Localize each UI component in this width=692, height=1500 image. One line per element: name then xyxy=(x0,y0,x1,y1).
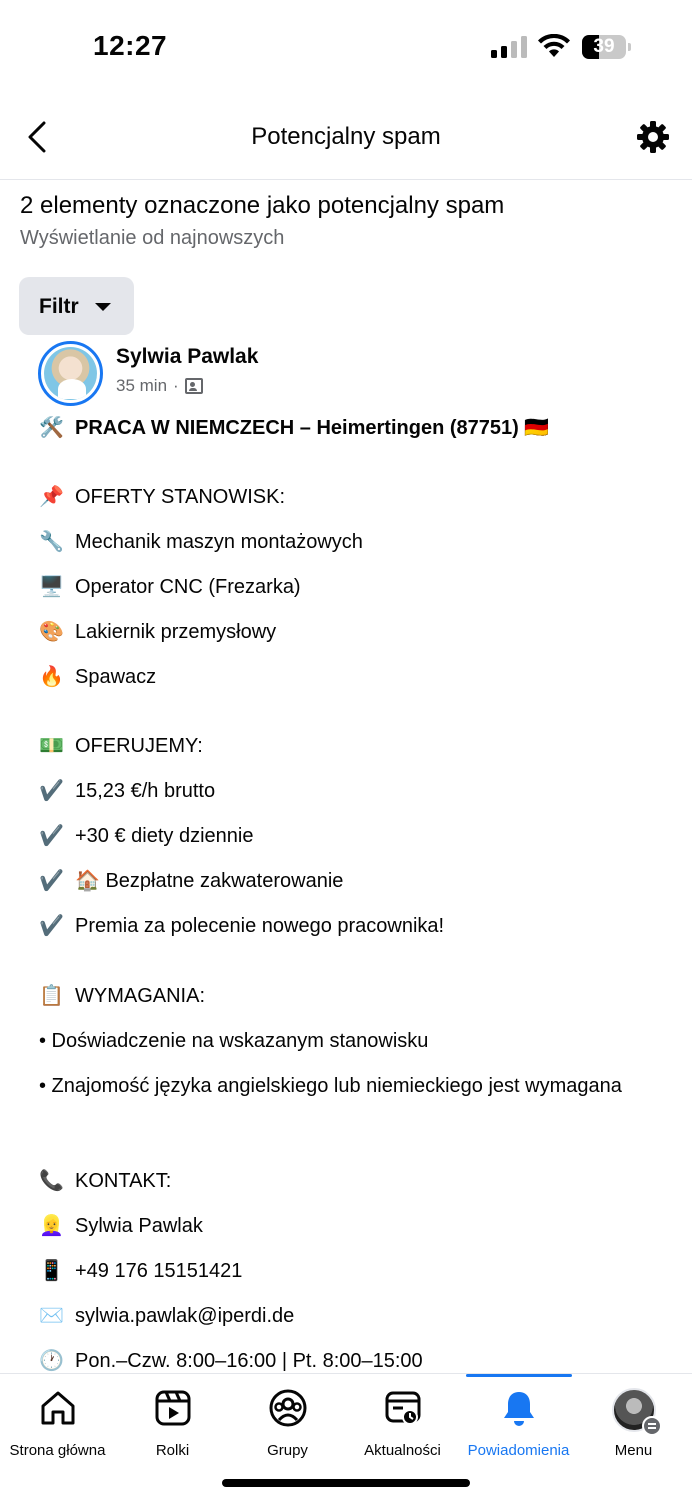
post-line xyxy=(39,779,215,804)
post-line-text: 🏠 Bezpłatne zakwaterowanie xyxy=(75,870,344,892)
emoji-icon: 🖥️ xyxy=(39,576,64,598)
emoji-icon: 🛠️ xyxy=(39,417,64,439)
emoji-icon: ✔️ xyxy=(39,870,64,892)
status-bar xyxy=(0,0,692,95)
home-icon xyxy=(38,1388,78,1428)
post-line-text: +49 176 15151421 xyxy=(75,1260,243,1282)
emoji-icon: 🔥 xyxy=(39,666,64,688)
emoji-icon: 📞 xyxy=(39,1170,64,1192)
filter-label: Filtr xyxy=(39,295,79,318)
post-line-text: OFERUJEMY: xyxy=(75,735,203,757)
post-line-text: PRACA W NIEMCZECH – Heimertingen (87751) 🇩🇪 xyxy=(75,417,550,439)
bell-icon xyxy=(499,1388,539,1428)
post-line xyxy=(39,485,285,510)
post-line-text: Operator CNC (Frezarka) xyxy=(75,576,301,598)
post-line-text: KONTAKT: xyxy=(75,1170,172,1192)
post-line-text: Sylwia Pawlak xyxy=(75,1215,203,1237)
post-line xyxy=(39,984,205,1009)
tab-groups[interactable] xyxy=(230,1388,345,1468)
navigation-header xyxy=(0,95,692,180)
tab-reels[interactable] xyxy=(115,1388,230,1468)
post-line xyxy=(39,575,301,600)
gear-icon[interactable] xyxy=(636,120,670,154)
groups-icon xyxy=(268,1388,308,1428)
emoji-icon: 📌 xyxy=(39,486,64,508)
post-line xyxy=(39,1029,428,1054)
cellular-signal-icon xyxy=(491,36,527,58)
post-line-text: +30 € diety dziennie xyxy=(75,825,254,847)
spam-count-heading: 2 elementy oznaczone jako potencjalny spam xyxy=(20,192,505,219)
post-line-text: Lakiernik przemysłowy xyxy=(75,621,277,643)
post-line-text: Mechanik maszyn montażowych xyxy=(75,531,363,553)
audience-icon xyxy=(185,378,203,394)
post-line-text: Spawacz xyxy=(75,666,157,688)
filter-button[interactable] xyxy=(19,277,134,335)
sort-order-text: Wyświetlanie od najnowszych xyxy=(20,227,285,249)
post-line xyxy=(39,869,343,894)
post-line-text: • Doświadczenie na wskazanym stanowisku xyxy=(39,1030,429,1052)
emoji-icon: ✉️ xyxy=(39,1305,64,1327)
meta-separator: · xyxy=(173,376,179,395)
post-line xyxy=(39,665,156,690)
post-meta xyxy=(116,376,203,396)
emoji-icon: ✔️ xyxy=(39,825,64,847)
reels-icon xyxy=(153,1388,193,1428)
author-name[interactable]: Sylwia Pawlak xyxy=(116,345,259,368)
tab-label: Aktualności xyxy=(364,1442,441,1459)
emoji-icon: ✔️ xyxy=(39,780,64,802)
emoji-icon: 🕐 xyxy=(39,1350,64,1372)
tab-label: Strona główna xyxy=(9,1442,106,1459)
tab-label: Rolki xyxy=(155,1442,190,1459)
post-line-text: OFERTY STANOWISK: xyxy=(75,486,286,508)
post-line xyxy=(39,620,276,645)
tab-label: Menu xyxy=(614,1442,653,1459)
home-indicator xyxy=(222,1479,470,1487)
post-line xyxy=(39,824,253,849)
tab-label: Powiadomienia xyxy=(467,1442,570,1459)
tab-menu[interactable] xyxy=(576,1388,691,1468)
emoji-icon: 🔧 xyxy=(39,531,64,553)
profile-avatar xyxy=(612,1388,656,1432)
post-line-text: 15,23 €/h brutto xyxy=(75,780,216,802)
caret-down-icon xyxy=(95,303,111,311)
post-line xyxy=(39,1349,423,1374)
post-line xyxy=(39,530,363,555)
feed-icon xyxy=(383,1388,423,1428)
emoji-icon: 💵 xyxy=(39,735,64,757)
post-line xyxy=(39,416,549,441)
post-line-text: Pon.–Czw. 8:00–16:00 | Pt. 8:00–15:00 xyxy=(75,1350,423,1372)
tab-notifications[interactable] xyxy=(461,1388,576,1468)
tab-label: Grupy xyxy=(267,1442,308,1459)
post-line xyxy=(39,914,444,939)
post-line xyxy=(39,1169,171,1194)
battery-percentage: 39 xyxy=(593,36,615,57)
tab-feeds[interactable] xyxy=(345,1388,460,1468)
emoji-icon: 👱‍♀️ xyxy=(39,1215,64,1237)
menu-icon xyxy=(642,1416,662,1436)
tab-home[interactable] xyxy=(0,1388,115,1468)
post-line xyxy=(39,1304,294,1329)
post-line xyxy=(39,1214,203,1239)
emoji-icon: 📱 xyxy=(39,1260,64,1282)
post-line xyxy=(39,1074,639,1099)
author-avatar[interactable] xyxy=(38,341,103,406)
emoji-icon: ✔️ xyxy=(39,915,64,937)
wifi-icon xyxy=(537,34,571,58)
active-tab-indicator xyxy=(466,1374,572,1377)
battery-icon xyxy=(582,35,632,59)
page-title: Potencjalny spam xyxy=(251,123,441,150)
post-line-text: Premia za polecenie nowego pracownika! xyxy=(75,915,445,937)
status-time: 12:27 xyxy=(93,30,168,61)
post-line-text: sylwia.pawlak@iperdi.de xyxy=(75,1305,295,1327)
post-line xyxy=(39,1259,242,1284)
emoji-icon: 📋 xyxy=(39,985,64,1007)
post-line-text: WYMAGANIA: xyxy=(75,985,206,1007)
post-line-text: • Znajomość języka angielskiego lub niemieckiego jest wymagana xyxy=(39,1075,622,1097)
post-time: 35 min xyxy=(116,376,168,395)
emoji-icon: 🎨 xyxy=(39,621,64,643)
post-line xyxy=(39,734,203,759)
